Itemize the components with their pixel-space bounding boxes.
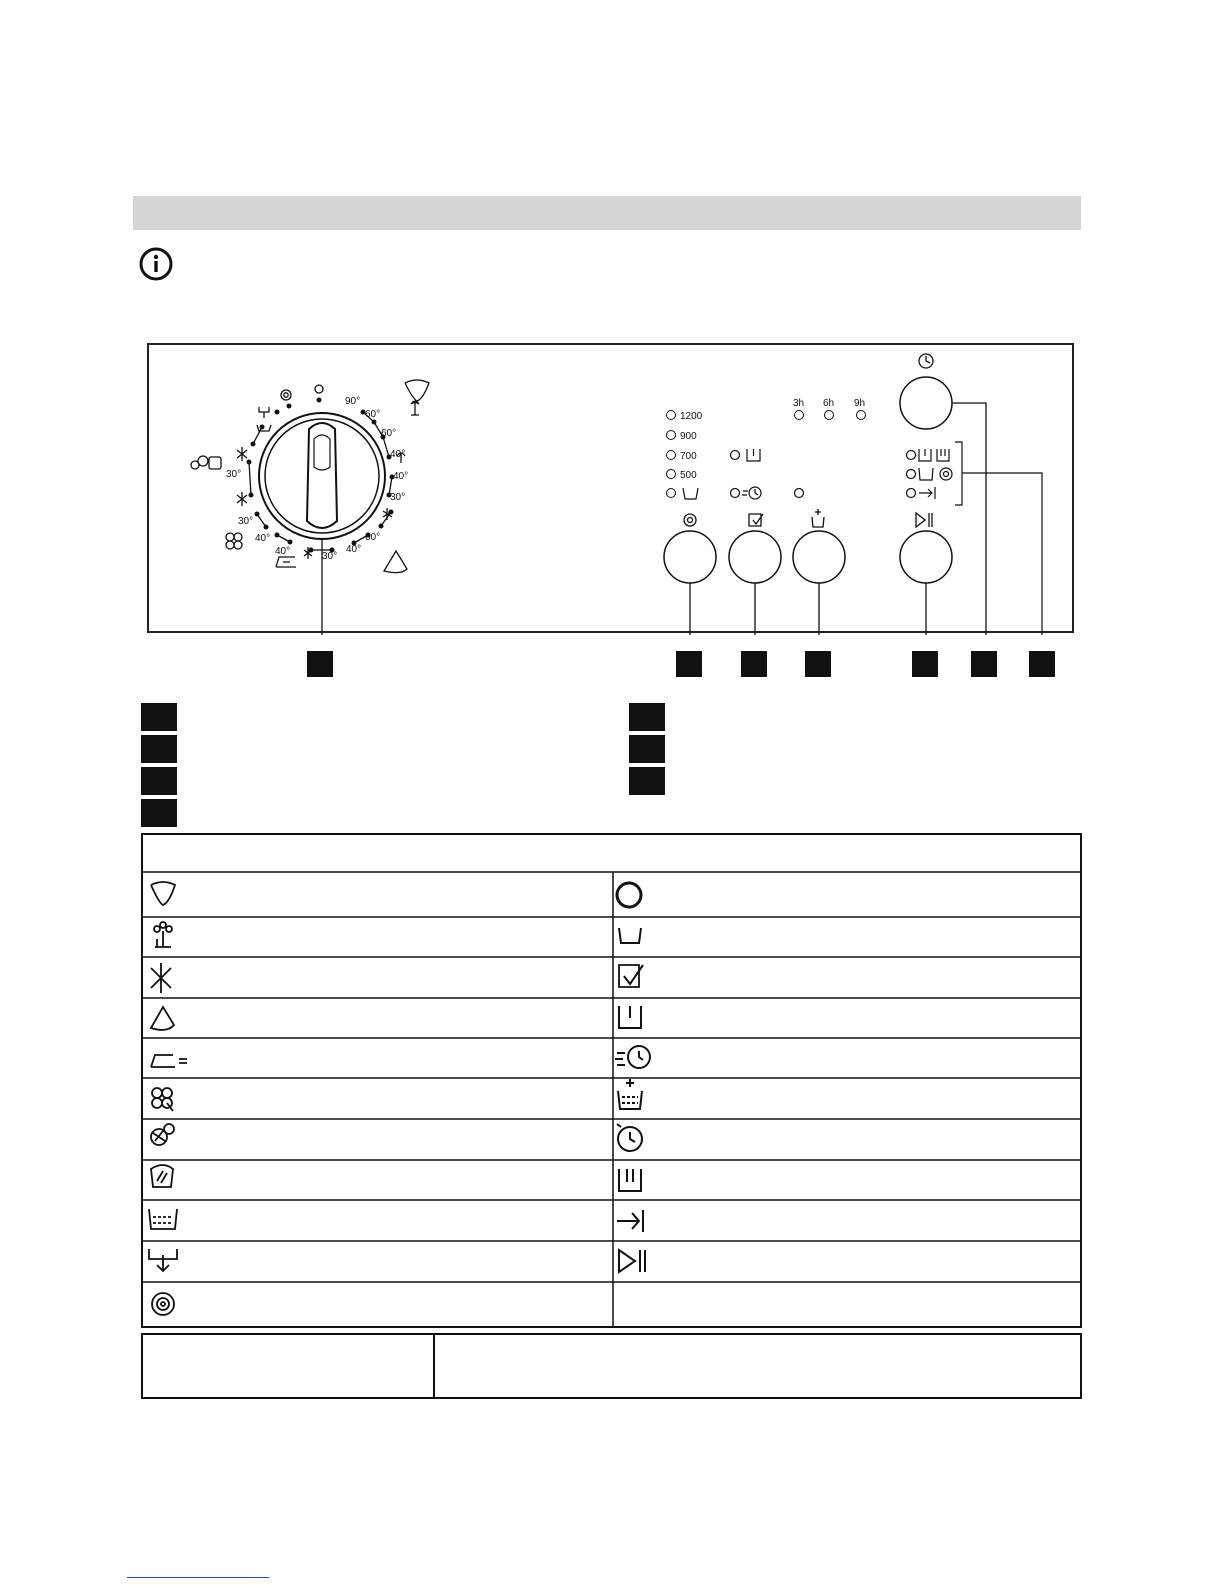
quick-wash-icon [755,489,758,495]
callout-marker [307,651,333,677]
footer-link-underline [127,1577,269,1578]
callout-marker [741,651,767,677]
note-table [141,1333,1082,1399]
dial-temp-label: 40° [346,544,362,555]
start-pause-button[interactable] [900,531,952,583]
legend-marker [141,703,177,731]
dial-temp-label: 30° [238,516,254,527]
legend-marker [629,703,665,731]
callout-marker [805,651,831,677]
callout-marker [1029,651,1055,677]
drain-icon [149,1249,177,1271]
no-spin-icon [619,928,641,943]
rinse-icon [149,1209,177,1229]
legend-marker [141,799,177,827]
spin-speed-label: 1200 [680,411,703,422]
options-button[interactable] [729,531,781,583]
spin-speed-label: 700 [680,451,697,462]
delay-start-icon [617,1124,642,1151]
legend-marker [141,767,177,795]
spin-speed-label: 900 [680,431,697,442]
dial-temp-label: 30° [390,492,406,503]
extra-rinse-button[interactable] [793,531,845,583]
off-icon [315,385,323,393]
delicates-icon [151,1007,174,1030]
control-panel-drawing [149,345,1076,635]
section-header-bar [133,196,1081,230]
delicates-icon [384,551,407,573]
dial-temp-label: 60° [365,409,381,420]
delay-hours-label: 6h [823,398,835,409]
wool-icon [152,1088,173,1111]
dial-temp-label: 40° [390,449,406,460]
rinse-hold-icon [747,449,760,461]
easy-iron-icon [151,963,171,993]
spin-button[interactable] [664,531,716,583]
legend-marker [141,735,177,763]
spin-speed-label: 500 [680,470,697,481]
end-icon [617,1210,643,1232]
delay-hours-label: 9h [854,398,866,409]
no-spin-icon [683,488,698,499]
callout-marker [912,651,938,677]
legend-marker [629,735,665,763]
delay-start-button[interactable] [900,377,952,429]
delay-hours-label: 3h [793,398,805,409]
synthetics-icon [154,922,172,947]
control-panel-diagram [147,343,1074,633]
spin-icon [152,1293,174,1315]
callout-marker [676,651,702,677]
dial-temp-label: 40° [275,546,291,557]
legend-marker [629,767,665,795]
rinse-hold-icon [619,1006,641,1028]
dial-temp-label: 30° [322,551,338,562]
dial-temp-label: 30° [226,469,242,480]
dial-temp-label: 40° [255,533,271,544]
ironing-icon [151,1055,187,1067]
cotton-icon [151,882,175,905]
dial-temp-label: 60° [365,532,381,543]
spin-icon [281,390,291,400]
info-icon [138,246,174,287]
eco-icon [405,380,429,401]
programme-dial [259,413,385,539]
dial-temp-label: 60° [381,428,397,439]
hand-wash-icon [151,1165,173,1187]
options-icon [619,965,643,987]
symbols-grid [143,835,1080,1326]
note-table-divider [433,1335,435,1397]
iron-icon [276,557,296,567]
cold-icon [237,492,247,506]
symbols-table [141,833,1082,1328]
off-icon [617,883,641,907]
extra-rinse-icon [618,1079,642,1109]
quick-wash-icon [615,1046,650,1068]
dial-temp-label: 90° [345,396,361,407]
dial-temp-label: 40° [393,471,409,482]
cotton-temp-icon [411,401,419,415]
start-pause-icon [619,1250,645,1272]
wash-phase-icon [619,1169,641,1191]
callout-marker [971,651,997,677]
wool-ball-icon [151,1124,174,1145]
drain-icon [259,407,269,418]
cold-icon [237,447,247,461]
